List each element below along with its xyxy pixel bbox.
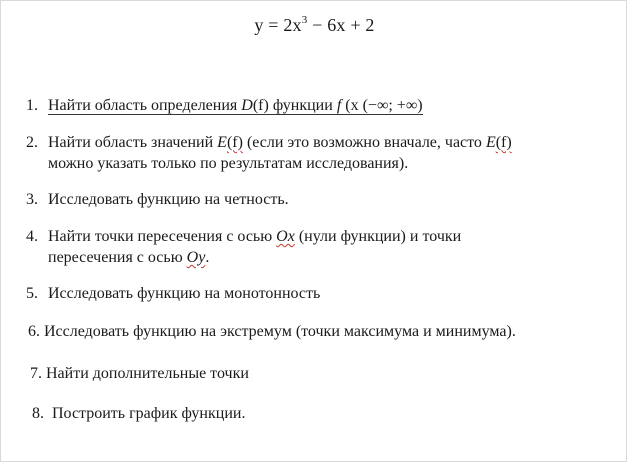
list-item-2: 2. Найти область значений E(f) (если это возможно вначале, часто E(f) xyxy=(26,134,512,151)
list-item-7: 7. Найти дополнительные точки xyxy=(30,365,249,382)
list-item-6: 6. Исследовать функцию на экстремум (точки максимума и минимума). xyxy=(28,323,516,340)
formula-exponent: 3 xyxy=(301,14,308,26)
item-number: 2. xyxy=(26,134,38,151)
function-formula xyxy=(1,15,627,36)
formula-rhs: − 6x + 2 xyxy=(307,15,375,35)
list-item-8: 8. Построить график функции. xyxy=(32,405,246,422)
list-item-2-line2: можно указать только по результатам исследования). xyxy=(48,155,409,172)
item-number: 1. xyxy=(26,97,38,114)
item-number: 5. xyxy=(26,285,38,302)
list-item-5: 5. Исследовать функцию на монотонность xyxy=(26,285,321,302)
list-item-4: 4. Найти точки пересечения с осью Ox (нули функции) и точки xyxy=(26,228,462,245)
item-number: 7. xyxy=(30,365,42,382)
item-number: 8. xyxy=(32,405,44,422)
list-item-1 xyxy=(26,95,423,116)
item-number: 3. xyxy=(26,191,38,208)
list-item-3: 3. Исследовать функцию на четность. xyxy=(26,191,289,208)
item-1-text: Найти область определения D(f) функции f (x (−∞; +∞) xyxy=(48,97,423,114)
formula-lhs: y = 2x xyxy=(254,15,302,35)
item-number: 4. xyxy=(26,228,38,245)
item-number: 6. xyxy=(28,323,40,340)
list-item-4-line2: пересечения с осью Oy. xyxy=(48,249,210,266)
